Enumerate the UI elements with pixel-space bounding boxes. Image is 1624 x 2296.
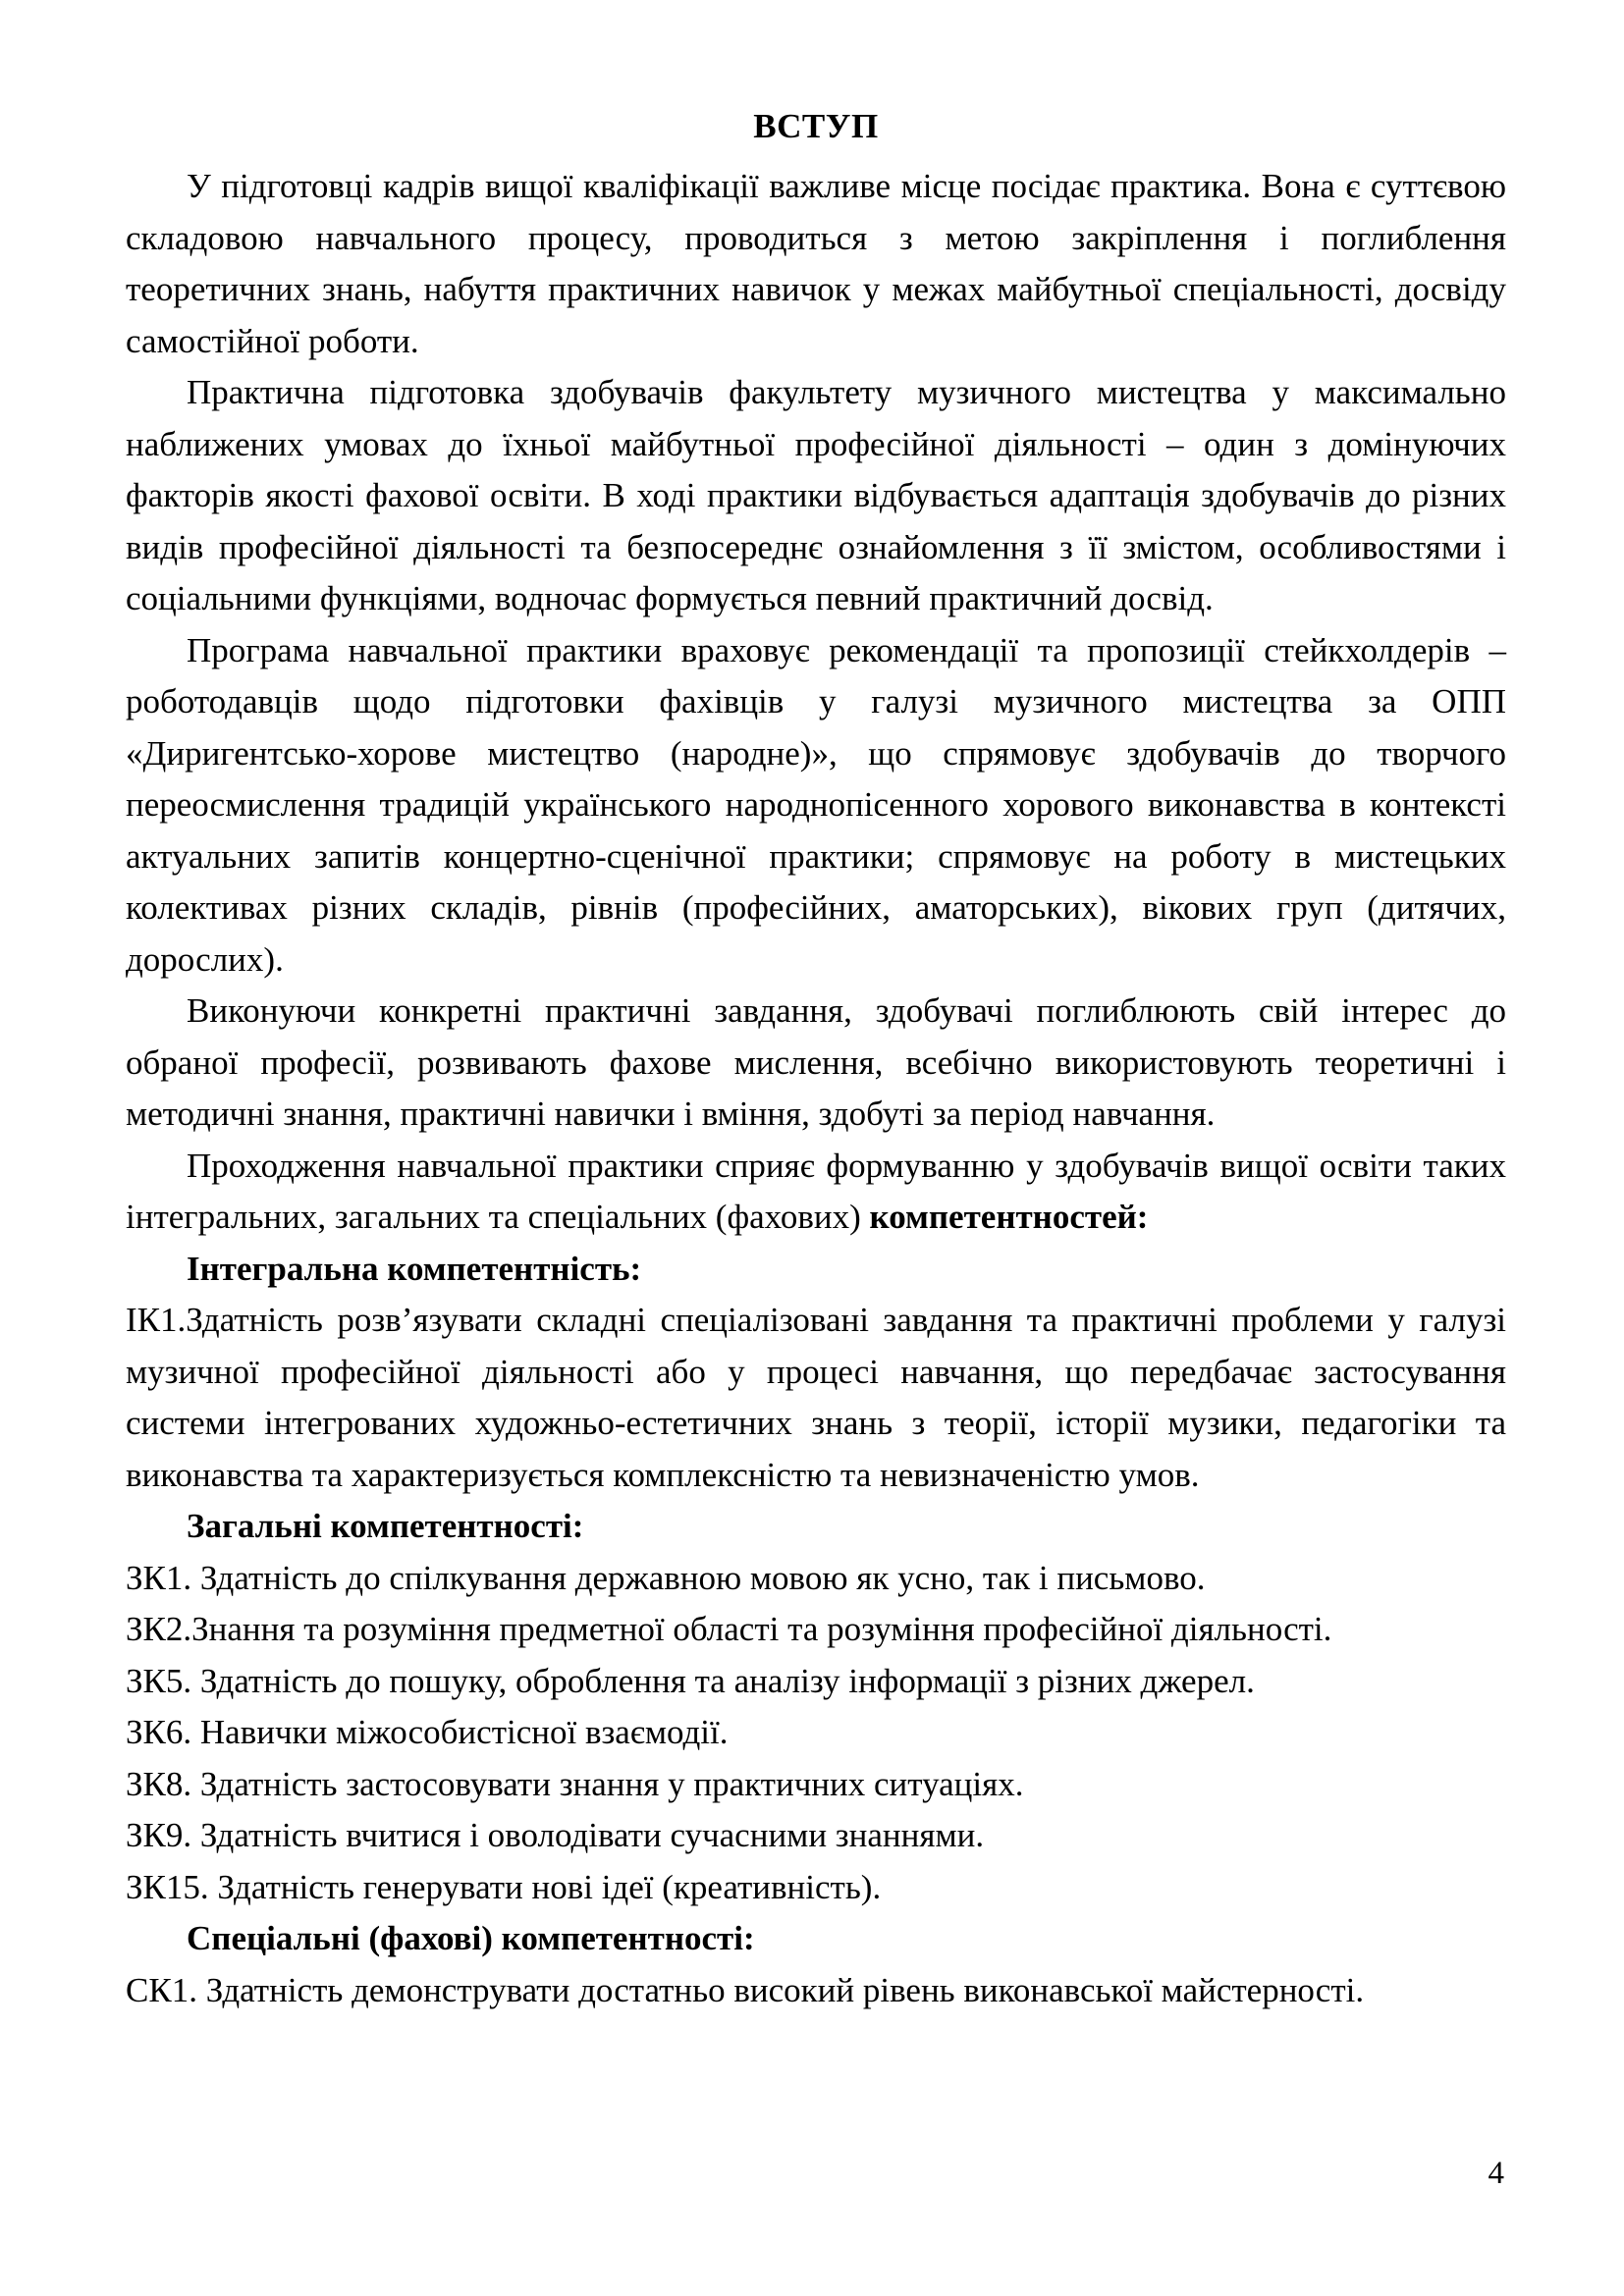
competence-item-zk1: ЗК1. Здатність до спілкування державною мовою як усно, так і письмово. xyxy=(126,1558,1206,1597)
competence-item-zk8: ЗК8. Здатність застосовувати знання у практичних ситуаціях. xyxy=(126,1764,1024,1803)
competence-item-zk6: ЗК6. Навички міжособистісної взаємодії. xyxy=(126,1713,729,1752)
paragraph-competences-lead xyxy=(126,1141,1506,1244)
competence-item-sk1: СК1. Здатність демонструвати достатньо високий рівень виконавської майстерності. xyxy=(126,1970,1365,2009)
competences-lead-bold: компетентностей: xyxy=(869,1198,1149,1237)
heading-integral-competence: Інтегральна компетентність: xyxy=(187,1249,642,1288)
page-number: 4 xyxy=(1488,2156,1504,2191)
page-title: ВСТУП xyxy=(753,107,879,145)
heading-general-competences: Загальні компетентності: xyxy=(187,1507,584,1546)
competence-item-zk2: ЗК2.Знання та розуміння предметної області та розуміння професійної діяльності. xyxy=(126,1610,1332,1649)
document-body xyxy=(126,103,1506,2016)
competence-item-zk5: ЗК5. Здатність до пошуку, оброблення та аналізу інформації з різних джерел. xyxy=(126,1661,1255,1700)
competences-lead-text: Проходження навчальної практики сприяє формуванню у здобувачів вищої освіти таких інтегральних, загальних та спеціальних (фахових) xyxy=(126,1146,1506,1237)
competence-item-zk15: ЗК15. Здатність генерувати нові ідеї (креативність). xyxy=(126,1867,882,1906)
competence-item-zk9: ЗК9. Здатність вчитися і оволодівати сучасними знаннями. xyxy=(126,1816,985,1855)
competence-item-ik1: ІК1.Здатність розв’язувати складні спеціалізовані завдання та практичні проблеми у галузі музичної професійної діяльності або у процесі навчання, що передбачає застосування системи інтегрованих художньо-естетичних знань з теорії, історії музики, педагогіки та виконавства та характеризується комплексністю та невизначеністю умов. xyxy=(126,1301,1506,1494)
paragraph-program-stakeholders: Програма навчальної практики враховує рекомендації та пропозиції стейкхолдерів – роботодавців щодо підготовки фахівців у галузі музичного мистецтва за ОПП «Диригентсько-хорове мистецтво (народне)», що спрямовує здобувачів до творчого переосмислення традицій українського народнопісенного хорового виконавства в контексті актуальних запитів концертно-сценічної практики; спрямовує на роботу в мистецьких колективах різних складів, рівнів (професійних, аматорських), вікових груп (дитячих, дорослих). xyxy=(126,630,1506,979)
paragraph-practical-training: Практична підготовка здобувачів факультету музичного мистецтва у максимально наближених умовах до їхньої майбутньої професійної діяльності – один з домінуючих факторів якості фахової освіти. В ході практики відбувається адаптація здобувачів до різних видів професійної діяльності та безпосереднє ознайомлення з її змістом, особливостями і соціальними функціями, водночас формується певний практичний досвід. xyxy=(126,373,1506,618)
paragraph-tasks-deepen-interest: Виконуючи конкретні практичні завдання, здобувачі поглиблюють свій інтерес до обраної професії, розвивають фахове мислення, всебічно використовують теоретичні і методичні знання, практичні навички і вміння, здобуті за період навчання. xyxy=(126,991,1506,1134)
heading-special-competences: Спеціальні (фахові) компетентності: xyxy=(187,1919,755,1958)
paragraph-intro-practice-role: У підготовці кадрів вищої кваліфікації важливе місце посідає практика. Вона є суттєвою складовою навчального процесу, проводиться з метою закріплення і поглиблення теоретичних знань, набуття практичних навичок у межах майбутньої спеціальності, досвіду самостійної роботи. xyxy=(126,167,1506,360)
